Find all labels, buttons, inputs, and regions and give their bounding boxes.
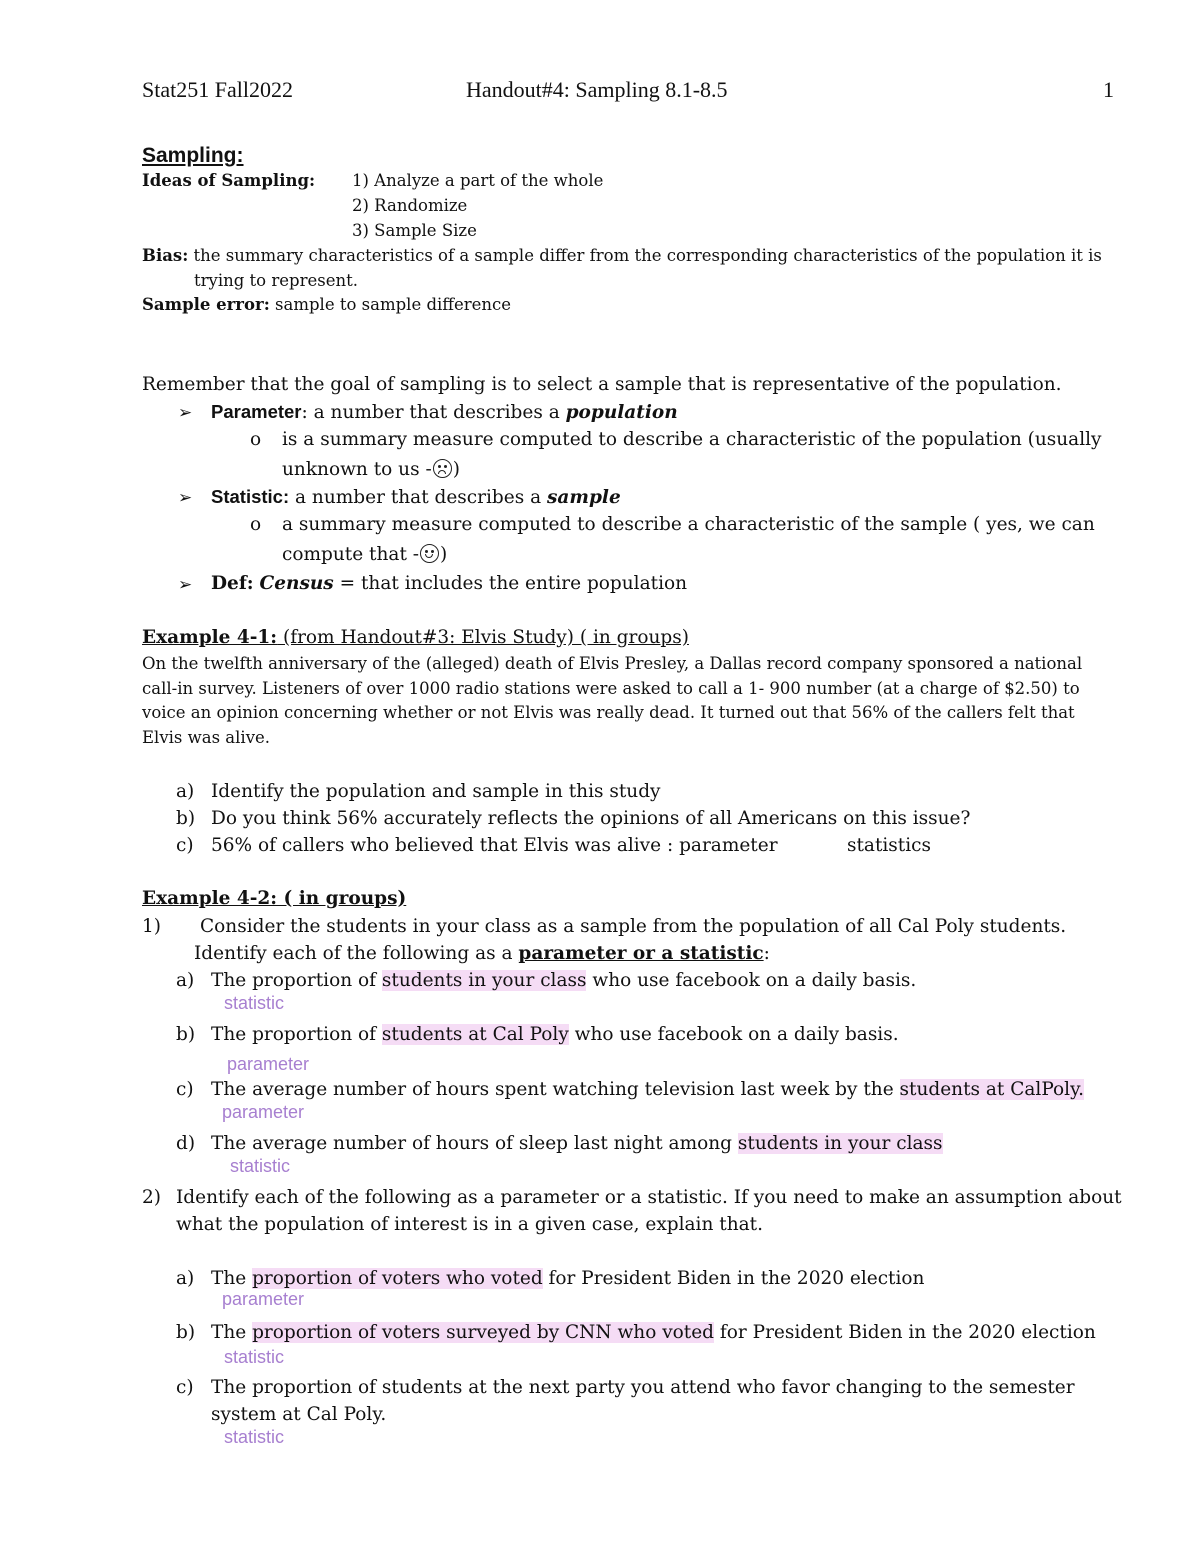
parameter-definition: Parameter: a number that describes a population — [211, 401, 678, 423]
census-definition: Def: Census = that includes the entire population — [211, 573, 688, 594]
smiley-face-icon — [420, 544, 439, 563]
idea-item-2: 2) Randomize — [352, 196, 468, 215]
parameter-sub-line1: is a summary measure computed to describe a characteristic of the population (usually — [282, 429, 1102, 450]
example-4-1-text-line: voice an opinion concerning whether or not Elvis was really dead. It turned out that 56% of the callers felt that — [142, 703, 1075, 722]
question-number: 2) — [142, 1187, 161, 1208]
header-page-number: 1 — [1103, 77, 1114, 102]
circle-bullet: o — [250, 514, 262, 535]
idea-item-1: 1) Analyze a part of the whole — [352, 171, 604, 190]
q2-item-b-answer: statistic — [224, 1347, 285, 1367]
list-label: a) — [176, 1268, 195, 1289]
list-label: c) — [176, 1377, 194, 1398]
question-2-line1: Identify each of the following as a parameter or a statistic. If you need to make an assumption about — [176, 1187, 1122, 1208]
list-label: b) — [176, 1322, 196, 1343]
example-4-1-item-c: 56% of callers who believed that Elvis was alive : parameter — [211, 835, 778, 856]
statistic-sub-line1: a summary measure computed to describe a characteristic of the sample ( yes, we can — [282, 514, 1095, 535]
intro-text: Remember that the goal of sampling is to select a sample that is representative of the population. — [142, 374, 1062, 395]
arrow-bullet-icon: ➢ — [178, 575, 193, 595]
sad-face-icon — [433, 459, 452, 478]
circle-bullet: o — [250, 429, 262, 450]
bias-definition-cont: trying to represent. — [194, 271, 358, 290]
list-label: c) — [176, 835, 194, 856]
idea-item-3: 3) Sample Size — [352, 221, 477, 240]
list-label: c) — [176, 1079, 194, 1100]
statistic-definition: Statistic: a number that describes a sample — [211, 486, 621, 508]
question-1-line1: Consider the students in your class as a sample from the population of all Cal Poly students. — [200, 916, 1067, 937]
list-label: a) — [176, 970, 195, 991]
example-4-1-item-a: Identify the population and sample in this study — [211, 781, 661, 802]
example-4-1-text-line: Elvis was alive. — [142, 728, 271, 747]
ideas-label: Ideas of Sampling: — [142, 171, 316, 190]
example-4-1-text-line: call-in survey. Listeners of over 1000 radio stations were asked to call a 1- 900 number (at a charge of $2.50) to — [142, 679, 1080, 698]
q2-item-a-answer: parameter — [222, 1289, 305, 1309]
sampling-heading: Sampling: — [142, 144, 244, 167]
q1-item-a: The proportion of students in your class who use facebook on a daily basis. — [211, 970, 917, 991]
q2-item-a: The proportion of voters who voted for President Biden in the 2020 election — [211, 1268, 925, 1289]
q2-item-b: The proportion of voters surveyed by CNN who voted for President Biden in the 2020 election — [211, 1322, 1096, 1343]
header-course: Stat251 Fall2022 — [142, 77, 293, 102]
list-label: b) — [176, 808, 196, 829]
example-4-1-choice-statistics: statistics — [847, 835, 932, 856]
sample-error-definition: Sample error: sample to sample difference — [142, 295, 512, 314]
q2-item-c-answer: statistic — [224, 1427, 285, 1447]
q1-item-b-answer: parameter — [227, 1054, 310, 1074]
question-2-line2: what the population of interest is in a given case, explain that. — [176, 1214, 763, 1235]
statistic-sub-line2: compute that - ) — [282, 544, 448, 565]
example-4-1-title: Example 4-1: (from Handout#3: Elvis Study) ( in groups) — [142, 627, 689, 648]
bias-definition: Bias: the summary characteristics of a sample differ from the corresponding characteristics of the population it is — [142, 246, 1102, 265]
q1-item-c: The average number of hours spent watching television last week by the students at CalPoly. — [211, 1079, 1084, 1100]
q2-item-c-line2: system at Cal Poly. — [211, 1404, 387, 1425]
q1-item-d-answer: statistic — [230, 1156, 291, 1176]
q1-item-a-answer: statistic — [224, 993, 285, 1013]
question-number: 1) — [142, 916, 161, 937]
arrow-bullet-icon: ➢ — [178, 488, 193, 508]
arrow-bullet-icon: ➢ — [178, 403, 193, 423]
example-4-1-item-b: Do you think 56% accurately reflects the opinions of all Americans on this issue? — [211, 808, 971, 829]
question-1-line2: Identify each of the following as a parameter or a statistic: — [194, 943, 770, 964]
header-title: Handout#4: Sampling 8.1-8.5 — [466, 77, 728, 102]
list-label: a) — [176, 781, 195, 802]
example-4-2-title: Example 4-2: ( in groups) — [142, 888, 407, 909]
example-4-1-text-line: On the twelfth anniversary of the (alleged) death of Elvis Presley, a Dallas record company sponsored a national — [142, 654, 1083, 673]
list-label: d) — [176, 1133, 196, 1154]
q1-item-c-answer: parameter — [222, 1102, 305, 1122]
q1-item-d: The average number of hours of sleep last night among students in your class — [211, 1133, 943, 1154]
list-label: b) — [176, 1024, 196, 1045]
q2-item-c: The proportion of students at the next party you attend who favor changing to the semester — [211, 1377, 1075, 1398]
parameter-sub-line2: unknown to us - ) — [282, 459, 460, 480]
q1-item-b: The proportion of students at Cal Poly who use facebook on a daily basis. — [211, 1024, 899, 1045]
